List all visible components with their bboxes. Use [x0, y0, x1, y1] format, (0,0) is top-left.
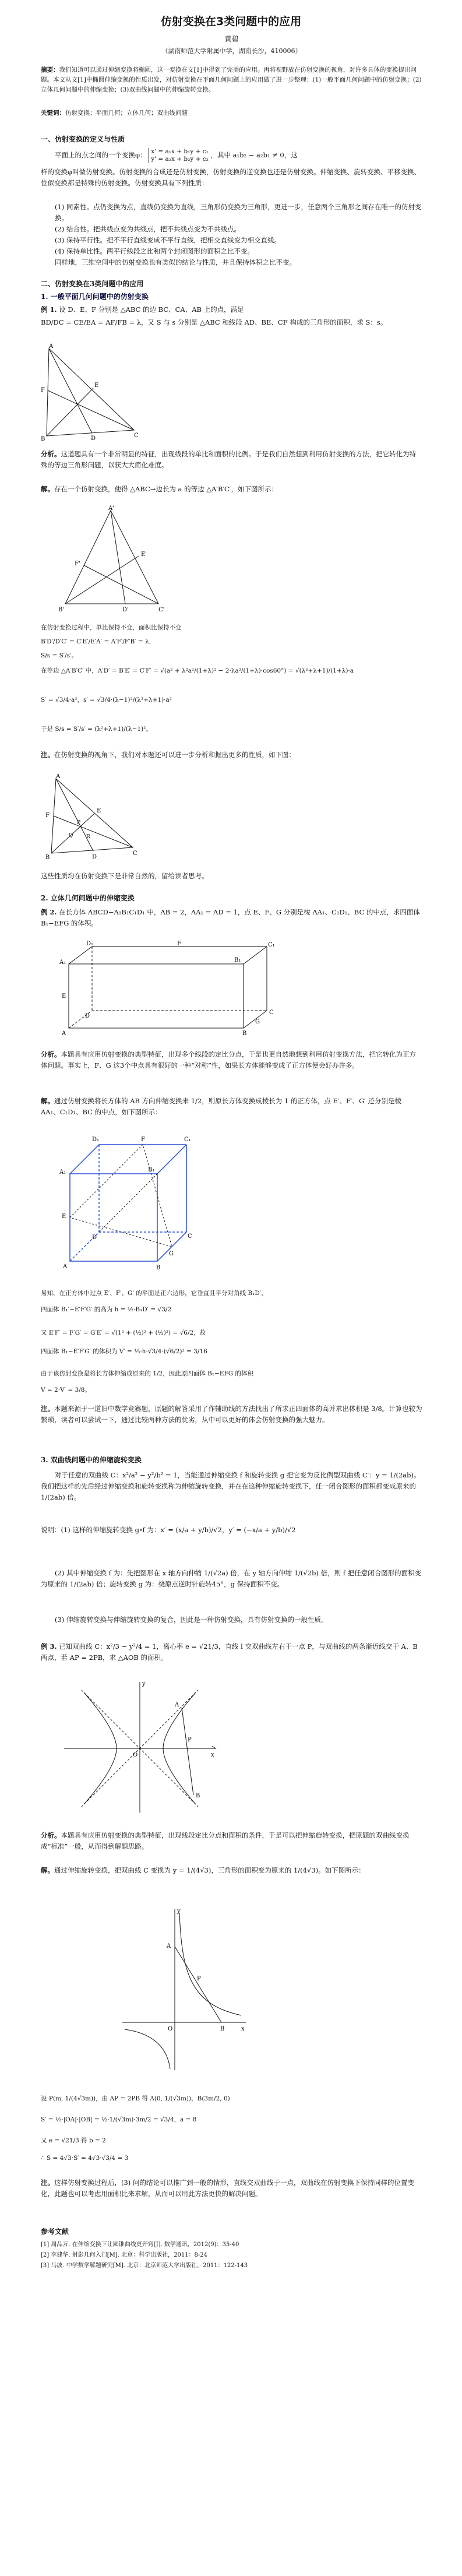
fig6-label-a: A	[175, 1702, 179, 1708]
fig4-label-c: C	[269, 1009, 274, 1016]
solution-2-label: 解。	[41, 1097, 54, 1105]
fig1-label-d: D	[91, 435, 96, 442]
fig3-label-d: D	[92, 854, 97, 860]
fig5-label-a: A	[63, 1264, 68, 1270]
solution-3-b: S′ = ½·|OA|·|OB| = ½·1/(√3m)·3m/2 = √3/4，a = 8	[41, 2116, 197, 2123]
property-2: (2) 结合性。把共线点变为共线点，把不共线点变为不共线点。	[55, 225, 241, 233]
section-1-para: 样的变换φ叫做仿射变换。仿射变换的合成还是仿射变换，仿射变换的逆变换也还是仿射变换。伸缩变换、旋转变换、平移变换、位似变换都是特殊的仿射变换。仿射变换具有下列性质：	[41, 168, 421, 187]
solution-1-text: 存在一个仿射变换，使得 △ABC→边长为 a 的等边 △A′B′C′，如下图所示：	[54, 485, 278, 493]
fig4-label-g: G	[255, 1019, 260, 1025]
example-2-text: 在长方体 ABCD−A₁B₁C₁D₁ 中，AB = 2，AA₁ = AD = 1，点 E、F、G 分别是棱 AA₁、C₁D₁、BC 的中点，求四面体 B₁−EFG 的体积。	[41, 908, 420, 927]
solution-2-b: 四面体 B₁′−E′F′G′ 的高为 h = ½·B₁D′ = √3/2	[41, 1306, 172, 1313]
solution-3-label: 解。	[41, 1866, 54, 1874]
comment-2-text: 本题来源于一道旧中数学竞赛题，原题的解答采用了作辅助线的方法找出了所求正四面体的高并求出体积是 3/8。计算也较为繁琐，读者可以尝试一下，通过比较两种方法的优劣，从中可以更好的体会仿射变换的强大魅力。	[41, 1405, 422, 1424]
fig7-label-b: B	[220, 2026, 225, 2032]
fig2-label-d: D'	[122, 607, 129, 613]
fig4-label-e: E	[62, 993, 66, 1000]
example-2-label: 例 2.	[41, 908, 57, 916]
reference-1: [1] 周品万. 在伸缩变换下让圆锥曲线更开窍[J]. 数学通讯，2012(9)：35-40	[41, 2241, 239, 2248]
fig5-label-c: C	[188, 1233, 192, 1240]
fig3-label-r: R	[86, 834, 90, 840]
solution-1-b: B′D′/D′C′ = C′E′/E′A′ = A′F′/F′B′ = λ，	[41, 638, 156, 645]
fig4-label-d: D	[85, 1013, 90, 1019]
section-3-para-d: (3) 伸缩旋转变换与伸缩旋转变换的复合，因此是一种仿射变换，具有仿射变换的一般性质。	[55, 1616, 328, 1624]
fig4-label-d1: D₁	[86, 941, 94, 947]
figure-hyperbola	[58, 1678, 221, 1818]
analysis-3-text: 本题具有应用仿射变换的典型特征，出现线段定比分点和面积的条件，于是可以把伸缩旋转变换，把原题的双曲线变换成“标准”一般，从而得到解题思路。	[41, 1831, 410, 1850]
solution-2-f: V = 2·V′ = 3/8。	[41, 1386, 91, 1393]
fig6-axis-y: y	[142, 1681, 146, 1687]
figure-triangle-1	[41, 343, 140, 442]
fig3-label-c: C	[133, 850, 137, 857]
comment-1-label: 注。	[41, 751, 54, 759]
fig7-axis-x: x	[241, 2026, 245, 2032]
solution-3-text: 通过伸缩旋转变换，把双曲线 C 变换为 y = 1/(4√3)，三角形的面积变为原来的 1/(4√3)。如下图所示：	[54, 1866, 365, 1874]
affine-formula	[149, 148, 209, 163]
solution-2	[41, 1096, 422, 1118]
fig7-label-p: P	[197, 1976, 201, 1982]
fig3-label-e: E	[97, 808, 101, 814]
section-1-note: 同样地，三维空间中的仿射变换也有类似的结论与性质，并且保持体积之比不变。	[55, 258, 296, 266]
subsection-3-heading: 3. 双曲线问题中的伸缩旋转变换	[41, 1456, 142, 1464]
fig5-label-d: D	[92, 1234, 97, 1241]
solution-2-d: 四面体 B₁−E′F′G′ 的体积为 V′ = ⅓·h·√3/4·(√6/2)² = 3/16	[41, 1348, 207, 1355]
fig5-label-g: G	[169, 1251, 174, 1257]
example-3	[41, 1641, 422, 1663]
abstract	[41, 65, 422, 95]
section-3-para-c: (2) 其中伸缩变换 f 为：先把图形在 x 轴方向伸缩 1/(√2a) 倍，在 y 轴方向伸缩 1/(√2b) 倍，则 f 把任意闭合图形的面积变为原来的 1/(2ab) 倍；旋转变换 g 为：绕原点逆时针旋转45°，g 保持面积不变。	[41, 1569, 422, 1588]
property-3: (3) 保持平行性。把不平行直线变成不平行直线，把相交直线变为相交直线。	[55, 236, 281, 244]
solution-1-c: S/s = S′/s′。	[41, 652, 77, 659]
comment-1-tail: 这些性质均在仿射变换下是非常自然的，留给读者思考。	[41, 872, 209, 880]
fig5-label-b: B	[156, 1265, 161, 1271]
analysis-3	[41, 1830, 422, 1852]
fig5-label-d1: D₁	[92, 1136, 100, 1143]
fig4-label-c1: C₁	[268, 942, 275, 948]
solution-1-a: 在仿射变换过程中，单比保持不变，面积比保持不变	[41, 624, 182, 631]
example-1-text: 设 D、E、F 分别是 △ABC 的边 BC、CA、AB 上的点，满足	[59, 305, 244, 314]
keywords-label: 关键词：	[41, 110, 65, 117]
comment-3-label: 注。	[41, 2179, 54, 2187]
fig1-label-b: B	[41, 436, 45, 442]
comment-1-text: 在仿射变换的视角下，我们对本题还可以进一步分析和掘出更多的性质，如下图：	[54, 751, 295, 759]
figure-cube	[58, 1133, 192, 1279]
fig2-label-c: C'	[158, 607, 165, 613]
fig2-label-b: B'	[58, 607, 65, 613]
solution-2-text: 通过仿射变换将长方体的 AB 方向伸缩变换来 1/2，则原长方体变换成棱长为 1 的正方体，点 E′、F′、G′ 还分别是棱 AA₁、C₁D₁、BC 的中点，如下图所示：	[41, 1097, 402, 1116]
analysis-1-text: 这道题具有一个非常明显的特征，出现线段的单比和面积的比例。于是我们自然想到利用仿射变换的方法，把它转化为特殊的等边三角形问题，以获大大简化难度。	[41, 450, 416, 469]
intro-tail: ，其中 a₁b₂ − a₂b₁ ≠ 0，这	[210, 151, 298, 159]
fig4-label-b: B	[242, 1030, 247, 1037]
solution-3-c: 又 e = √21/3 得 b = 2	[41, 2137, 106, 2144]
solution-1	[41, 484, 422, 495]
fig7-label-a: A	[167, 1943, 171, 1949]
analysis-2-text: 本题具有应用仿射变换的典型特征，出现多个线段的定比分点，于是也更自然地想到利用仿射变换方法，把它转化为正方体问题。事实上，F、G 这3个中点具有很好的一种“对称”性，如果长方体能够变成了正方体便会好办许多。	[41, 1050, 416, 1069]
fig5-label-b1: B₁	[148, 1167, 155, 1173]
example-1-ratio: BD/DC = CE/EA = AF/FB = λ，又 S 与 s 分别是 △ABC 和线段 AD、BE、CF 构成的三角形的面积，求 S：s。	[41, 318, 387, 326]
abstract-text: 我们知道可以通过伸缩变换将椭圆，这一变换在文[1]中得到了完美的应用。再将视野放在仿射变换的视角，对许多具体的变换提出问题。本文从文[1]中椭圆伸缩变换的性质出发，对仿射变换在平面几何问题上的应用做了进一步整理：(1)一般平面几何问题中的仿射变换；(2)立体几何问题中的伸缩变换；(3)双曲线问题中的伸缩旋转变换。	[41, 66, 422, 93]
paper-title: 仿射变换在3类问题中的应用	[160, 15, 302, 28]
affiliation: （湖南师范大学附属中学，湖南长沙，410006）	[161, 47, 302, 55]
subsection-1-heading: 1. 一般平面几何问题中的仿射变换	[41, 293, 149, 301]
section-3-para-a: 对于任意的双曲线 C：x²/a² − y²/b² = 1，当能通过伸缩变换 f 和旋转变换 g 把它变为反比例型双曲线 C′：y = 1/(2ab)。我们把这样的先后经过伸缩变换和旋转变换称为伸缩旋转变换，并在在这种伸缩旋转变换下，任一闭合图形的面积都变成原来的 1/(2ab) 倍。	[41, 1471, 421, 1501]
solution-1-label: 解。	[41, 485, 54, 493]
figure-cuboid	[57, 941, 278, 1040]
fig5-label-c1: C₁	[184, 1136, 191, 1143]
fig4-label-a1: A₁	[59, 959, 66, 966]
example-2	[41, 907, 422, 929]
analysis-3-label: 分析。	[41, 1831, 61, 1839]
keywords-text: 仿射变换；平面几何；立体几何；双曲线问题	[65, 110, 188, 117]
author: 黄碧	[224, 35, 239, 43]
fig6-axis-x: x	[211, 1752, 214, 1758]
fig1-label-f: F	[41, 387, 45, 393]
fig5-label-f: F	[141, 1136, 145, 1143]
comment-3-text: 这样仿射变换过程后，(3) 问的结论可以推广到一般的情形，直线交双曲线于一点，双曲线在仿射变换下保持同样的位置变化，此题也可以考虑用面积比来求解，从而可以用此方法更快的解决问题。	[41, 2179, 414, 2198]
formula-line-2: y' = a₂x + b₂y + c₂	[151, 156, 209, 163]
fig3-label-p: P	[77, 820, 81, 826]
fig1-label-c: C	[134, 432, 139, 439]
fig2-label-a: A'	[108, 505, 114, 512]
keywords	[41, 108, 422, 118]
abstract-label: 摘要：	[41, 66, 59, 73]
fig5-label-e: E	[62, 1213, 66, 1220]
formula-line-1: x' = a₁x + b₁y + c₁	[151, 148, 209, 155]
example-3-text: 已知双曲线 C：x²/3 − y²/4 = 1，离心率 e = √21/3，直线 l 交双曲线左右于一点 P，与双曲线的两条渐近线交于 A、B 两点，若 AP = 2PB，求 △AOB 的面积。	[41, 1642, 418, 1662]
section-3-para-b: 说明：(1) 这样的伸缩旋转变换 g∘f 为：x′ = (x/a + y/b)/√2，y′ = (−x/a + y/b)/√2	[41, 1526, 296, 1534]
figure-equilateral	[58, 505, 169, 615]
subsection-2-heading: 2. 立体几何问题中的伸缩变换	[41, 894, 135, 902]
fig7-origin: O	[168, 2026, 173, 2032]
figure-reciprocal	[117, 1906, 251, 2075]
solution-2-e: 由于该仿射变换是将长方体伸缩成原来的 1/2，因此原四面体 B₁−EFG 的体积	[41, 1370, 253, 1377]
section-1-intro	[41, 148, 422, 163]
fig7-axis-y: y	[177, 1908, 181, 1915]
comment-2	[41, 1403, 422, 1426]
fig4-label-f: F	[177, 941, 181, 947]
example-1	[41, 304, 422, 315]
solution-3-d: ∴ S = 4√3·S′ = 4√3·√3/4 = 3	[41, 2155, 129, 2162]
fig6-label-p: P	[188, 1737, 192, 1743]
reference-3: [3] 马波. 中学数学解题研究[M]. 北京：北京师范大学出版社，2011：122-143	[41, 2262, 248, 2269]
fig1-label-a: A	[49, 343, 54, 350]
example-1-label: 例 1.	[41, 305, 57, 314]
section-1-heading: 一、仿射变换的定义与性质	[41, 135, 125, 143]
solution-2-c: 又 E′F′ = F′G′ = G′E′ = √(1² + (½)² + (½)²) = √6/2，故	[41, 1329, 206, 1336]
section-2-heading: 二、仿射变换在3类问题中的应用	[41, 280, 144, 288]
fig1-label-e: E	[94, 382, 99, 389]
intro-text: 平面上的点之间的一个变换φ：	[55, 151, 147, 159]
property-1: (1) 同素性。点仍变换为点，直线仍变换为直线，三角形仍变换为三角形，更进一步，任意两个三角形之间存在唯一的仿射变换。	[55, 203, 422, 222]
solution-1-d: 在等边 △A′B′C′ 中，A′D′ = B′E′ = C′F′ = √(a² + λ²a²/(1+λ)² − 2·λa²/(1+λ)·cos60°) = √(λ²+λ+1)/(1+λ)·a	[41, 667, 354, 674]
fig3-label-b: B	[45, 854, 50, 860]
figure-triangle-cevians	[45, 773, 139, 860]
analysis-2-label: 分析。	[41, 1050, 61, 1058]
reference-2: [2] 李建华. 射影几何入门[M]. 北京：科学出版社，2011：8-24	[41, 2252, 208, 2258]
fig3-label-f: F	[45, 812, 50, 819]
solution-2-a: 易知，在正方体中过点 E′、F′、G′ 的平面是正六边形，它垂直且平分对角线 B₁D′，	[41, 1290, 267, 1297]
fig4-label-a: A	[62, 1030, 66, 1037]
fig5-label-a1: A₁	[59, 1169, 66, 1176]
analysis-2	[41, 1049, 422, 1071]
comment-3	[41, 2177, 422, 2200]
fig2-label-f: F'	[75, 561, 80, 567]
fig6-origin: O	[133, 1752, 138, 1758]
comment-1	[41, 749, 422, 761]
fig4-label-b1: B₁	[234, 957, 241, 963]
comment-2-label: 注。	[41, 1405, 54, 1413]
solution-1-e: S′ = √3/4·a²，s′ = √3/4·(λ−1)²/(λ²+λ+1)·a²	[41, 696, 172, 703]
solution-1-f: 于是 S/s = S′/s′ = (λ²+λ+1)/(λ−1)²。	[41, 726, 152, 733]
references-heading: 参考文献	[41, 2227, 69, 2236]
fig2-label-e: E'	[141, 551, 147, 558]
fig3-label-a: A	[56, 773, 61, 780]
fig3-label-q: Q	[69, 833, 73, 839]
analysis-1-label: 分析。	[41, 450, 61, 458]
property-4: (4) 保持单比性。两平行线段之比和两个封闭图形的面积之比不变。	[55, 247, 254, 255]
solution-3-a: 设 P(m, 1/(4√3m))，由 AP = 2PB 得 A(0, 1/(√3m))，B(3m/2, 0)	[41, 2095, 230, 2102]
fig6-label-b: B	[196, 1793, 200, 1799]
solution-3	[41, 1865, 422, 1876]
example-3-label: 例 3.	[41, 1642, 57, 1651]
analysis-1	[41, 449, 422, 471]
